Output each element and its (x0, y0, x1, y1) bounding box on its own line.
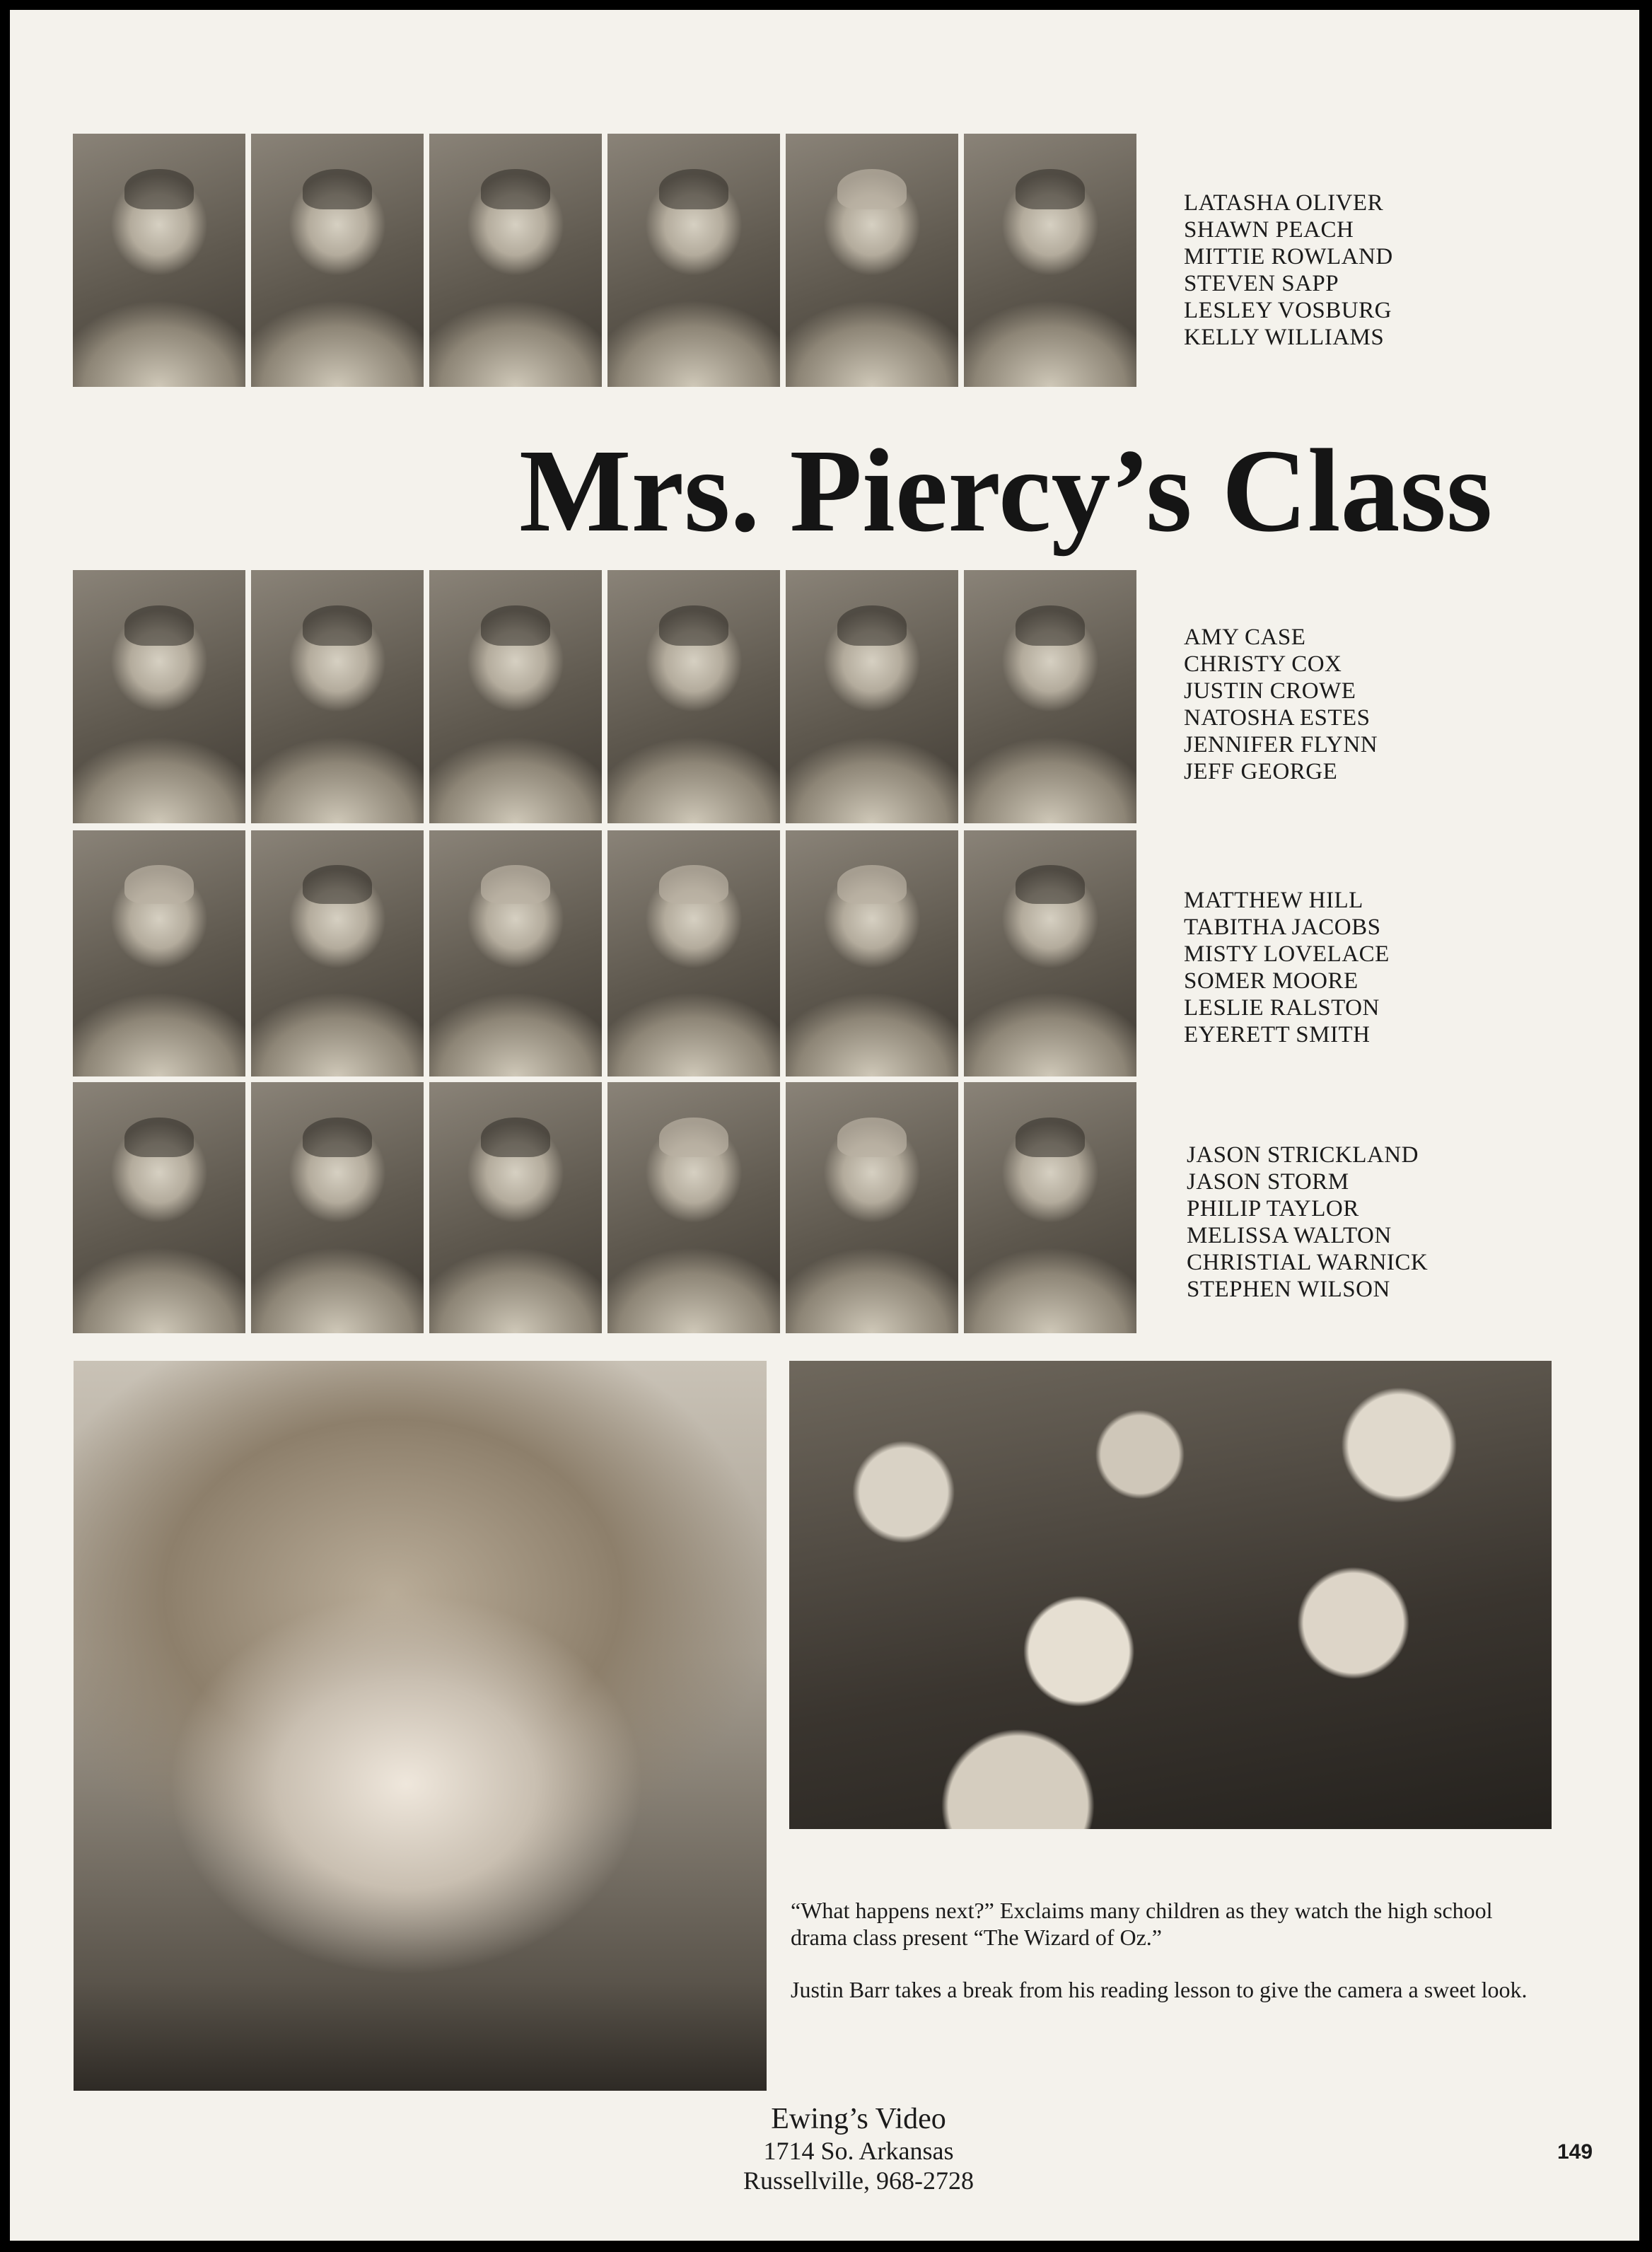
student-name: JUSTIN CROWE (1184, 678, 1356, 704)
name-list-row-2 (1184, 624, 1378, 785)
name-list-row-3 (1184, 887, 1390, 1048)
page-number: 149 (1557, 2140, 1593, 2164)
name-list-row-4 (1187, 1142, 1428, 1303)
student-name: EYERETT SMITH (1184, 1022, 1371, 1047)
student-portrait (607, 570, 780, 823)
name-list-row-1 (1184, 190, 1393, 351)
student-name: MATTHEW HILL (1184, 888, 1363, 913)
student-name: TABITHA JACOBS (1184, 915, 1381, 940)
student-name: AMY CASE (1184, 625, 1306, 650)
student-name: LATASHA OLIVER (1184, 190, 1384, 216)
sponsor-ad (646, 2102, 1071, 2195)
student-name: JASON STRICKLAND (1187, 1142, 1419, 1168)
crowd-caption: “What happens next?” Exclaims many children as they watch the high school drama class present “The Wizard of Oz.” (791, 1898, 1493, 1950)
student-portrait (429, 570, 602, 823)
student-portrait (73, 830, 245, 1076)
student-name: CHRISTIAL WARNICK (1187, 1250, 1429, 1275)
student-name: STEPHEN WILSON (1187, 1277, 1390, 1302)
student-portrait (786, 570, 958, 823)
student-portrait (964, 1082, 1136, 1333)
student-name: MITTIE ROWLAND (1184, 244, 1393, 269)
student-portrait (251, 570, 424, 823)
student-portrait (429, 134, 602, 387)
student-name: CHRISTY COX (1184, 651, 1342, 677)
student-name: SHAWN PEACH (1184, 217, 1354, 243)
student-portrait (73, 1082, 245, 1333)
student-portrait (964, 570, 1136, 823)
student-name: JASON STORM (1187, 1169, 1349, 1195)
sponsor-city-phone: Russellville, 968-2728 (743, 2166, 974, 2195)
page-title: Mrs. Piercy’s Class (519, 425, 1493, 557)
audience-crowd-photo (789, 1361, 1552, 1829)
yearbook-page (10, 10, 1639, 2241)
student-name: MELISSA WALTON (1187, 1223, 1392, 1248)
student-portrait (429, 1082, 602, 1333)
student-name: STEVEN SAPP (1184, 271, 1339, 296)
student-portrait (786, 134, 958, 387)
candid-portrait-photo (74, 1361, 767, 2091)
student-portrait (786, 1082, 958, 1333)
student-portrait (73, 570, 245, 823)
student-name: LESLEY VOSBURG (1184, 298, 1392, 323)
sponsor-name: Ewing’s Video (771, 2103, 946, 2135)
student-portrait (251, 830, 424, 1076)
student-name: KELLY WILLIAMS (1184, 325, 1385, 350)
student-portrait (607, 134, 780, 387)
student-portrait (607, 1082, 780, 1333)
student-name: JENNIFER FLYNN (1184, 732, 1378, 758)
student-portrait (607, 830, 780, 1076)
student-name: NATOSHA ESTES (1184, 705, 1371, 731)
student-name: PHILIP TAYLOR (1187, 1196, 1359, 1221)
portrait-caption: Justin Barr takes a break from his reading lesson to give the camera a sweet look. (791, 1977, 1528, 2002)
student-name: LESLIE RALSTON (1184, 995, 1380, 1021)
sponsor-address: 1714 So. Arkansas (763, 2137, 954, 2165)
student-portrait (73, 134, 245, 387)
student-portrait (251, 134, 424, 387)
student-portrait (429, 830, 602, 1076)
student-name: JEFF GEORGE (1184, 759, 1338, 784)
student-portrait (786, 830, 958, 1076)
student-portrait (964, 830, 1136, 1076)
student-name: MISTY LOVELACE (1184, 941, 1390, 967)
student-portrait (964, 134, 1136, 387)
student-name: SOMER MOORE (1184, 968, 1359, 994)
student-portrait (251, 1082, 424, 1333)
